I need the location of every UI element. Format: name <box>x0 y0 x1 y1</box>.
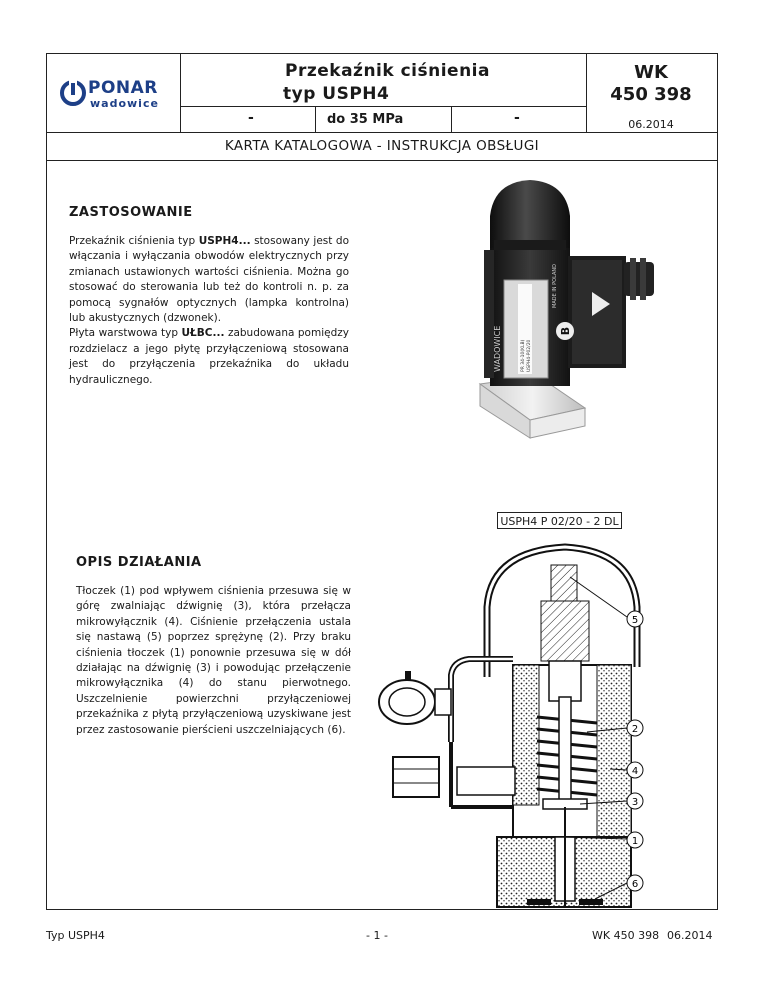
callout-4: 4 <box>631 766 639 777</box>
photo-brand-label: WADOWICE <box>493 325 502 372</box>
header-vline-4 <box>451 106 452 132</box>
application-text <box>69 234 349 388</box>
doc-title: Przekaźnik ciśnienia <box>285 61 490 81</box>
cross-section-drawing <box>365 537 655 912</box>
callout-1: 1 <box>631 836 639 847</box>
pressure-rating: do 35 MPa <box>327 112 404 127</box>
header-dash-left: - <box>248 110 254 126</box>
symbol-label: B <box>559 326 572 336</box>
company-logo <box>60 78 180 110</box>
application-p2-type: UŁBC... <box>181 327 225 340</box>
header-vline-3 <box>315 106 316 132</box>
callout-3: 3 <box>631 797 639 808</box>
header-vline-1 <box>180 53 181 132</box>
callout-5: 5 <box>631 615 639 626</box>
application-p2-end: zabudowana pomiędzy rozdzielacz a jego płytę przyłączeniową stosowana jest do przyłączenia przekaźnika do układu hydraulicznego. <box>69 327 349 386</box>
doc-type: typ USPH4 <box>283 84 390 104</box>
product-photo <box>460 176 675 446</box>
header-divider-3 <box>46 160 718 161</box>
header-divider-1 <box>180 106 586 107</box>
section-heading-operation: OPIS DZIAŁANIA <box>76 555 202 570</box>
page-number: - 1 - <box>366 929 388 942</box>
doc-code-prefix: WK <box>634 62 668 83</box>
footer-type: Typ USPH4 <box>46 929 105 942</box>
section-heading-application: ZASTOSOWANIE <box>69 205 193 220</box>
photo-caption: USPH4 P 02/20 - 2 DL <box>497 512 622 529</box>
callout-2: 2 <box>631 724 639 735</box>
operation-text: Tłoczek (1) pod wpływem ciśnienia przesuwa się w górę zwalniając dźwignię (3), która przełącza mikrowyłącznik (4). Ciśnienie przełączenia ustala się nastawą (5) poprzez sprężynę (2). Przy braku ciśnienia tłoczek (1) ponownie przesuwa się w dół działając na dźwignię (3) i powodując przełączenie mikrowyłącznika (4) do stanu pierwotnego. Uszczelnienie powierzchni przyłączeniowej przekaźnika z płytą przyłączeniową uzyskiwane jest przez zastosowanie pierścieni uszczelniających (6). <box>76 585 351 736</box>
footer-date: 06.2014 <box>667 929 713 942</box>
photo-made-label: MADE IN POLAND <box>552 264 558 308</box>
header-divider-2 <box>46 132 718 133</box>
application-p1-type: USPH4... <box>198 235 251 247</box>
application-p2-start: Płyta warstwowa typ <box>69 327 182 340</box>
application-p1-start: Przekaźnik ciśnienia typ <box>69 235 199 247</box>
photo-model-label: USPH4-P02/20 <box>527 339 532 372</box>
header-dash-right: - <box>514 110 520 126</box>
photo-bar-label: PR 34-10(KLB) <box>521 339 526 372</box>
doc-subtitle: KARTA KATALOGOWA - INSTRUKCJA OBSŁUGI <box>224 138 540 154</box>
application-p1-end: stosowany jest do włączania i wyłączania obwodów elektrycznych przy zmianach ustawionych wartości ciśnienia. Można go stosować do sterowania lub też do kontroli n. p. za pomocą sygnałów optycznych (lampka kontrolna) lub akustycznych (dzwonek). <box>69 235 349 325</box>
doc-date: 06.2014 <box>628 118 674 131</box>
logo-subtitle: wadowice <box>90 97 159 110</box>
callout-6: 6 <box>631 879 639 890</box>
footer-doc-code: WK 450 398 <box>592 929 660 942</box>
ponar-logo-icon <box>60 80 86 106</box>
logo-name: PONAR <box>88 78 158 98</box>
doc-code-number: 450 398 <box>610 84 692 105</box>
